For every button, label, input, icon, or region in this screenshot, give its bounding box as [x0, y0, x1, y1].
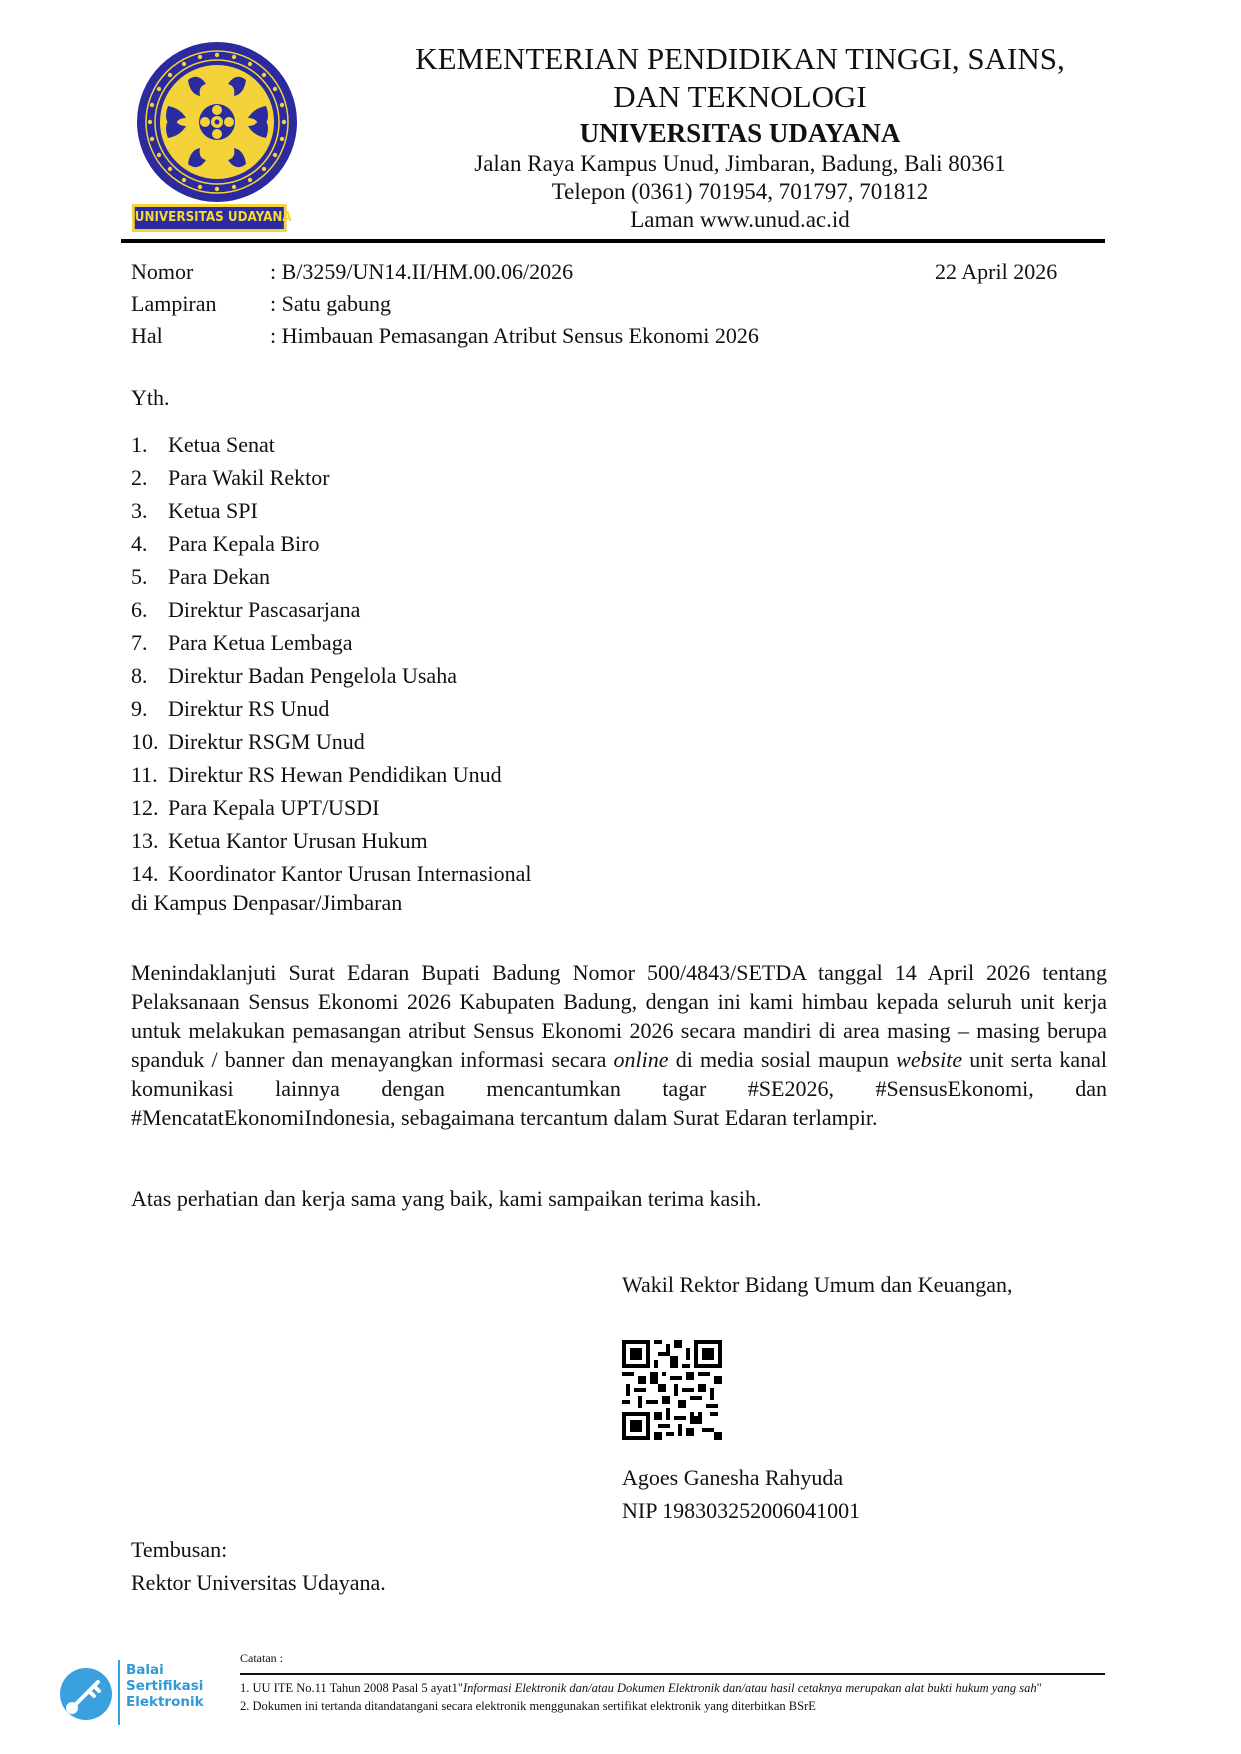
- qr-code-icon: [622, 1340, 722, 1440]
- university-website: Laman www.unud.ac.id: [630, 207, 850, 232]
- italic-online: online: [613, 1047, 669, 1072]
- ministry-name-line2: DAN TEKNOLOGI: [613, 79, 867, 114]
- hal-label: Hal: [131, 323, 163, 348]
- meta-nomor: [131, 256, 759, 288]
- lampiran-label: Lampiran: [131, 291, 217, 316]
- bsre-divider: [118, 1660, 120, 1725]
- letter-date: 22 April 2026: [935, 259, 1058, 284]
- meta-lampiran: [131, 288, 759, 320]
- signatory-nip: NIP 198303252006041001: [622, 1498, 861, 1523]
- lampiran-value: : Satu gabung: [270, 291, 391, 316]
- recipient-item: 10. Direktur RSGM Unud: [131, 729, 365, 754]
- logo-banner-text: UNIVERSITAS UDAYANA: [132, 204, 287, 232]
- recipient-item: 13. Ketua Kantor Urusan Hukum: [131, 828, 428, 853]
- carbon-copy-label: Tembusan:: [131, 1537, 228, 1562]
- closing-sentence: Atas perhatian dan kerja sama yang baik, kami sampaikan terima kasih.: [131, 1186, 762, 1211]
- salutation: Yth.: [131, 385, 170, 410]
- recipient-list: [131, 428, 532, 890]
- nomor-label: Nomor: [131, 259, 194, 284]
- note-2: 2. Dokumen ini tertanda ditandatangani secara elektronik menggunakan sertifikat elektronik yang diterbitkan BSrE: [240, 1699, 816, 1713]
- carbon-copy-recipient: Rektor Universitas Udayana.: [131, 1570, 386, 1595]
- udayana-emblem-icon: [128, 40, 306, 205]
- hal-value: : Himbauan Pemasangan Atribut Sensus Ekonomi 2026: [270, 323, 759, 348]
- university-phone: Telepon (0361) 701954, 701797, 701812: [551, 179, 929, 204]
- carbon-copy: [131, 1533, 386, 1599]
- italic-website: website: [896, 1047, 963, 1072]
- recipient-item: 8. Direktur Badan Pengelola Usaha: [131, 663, 457, 688]
- recipient-item: 6. Direktur Pascasarjana: [131, 597, 361, 622]
- signatory-title: Wakil Rektor Bidang Umum dan Keuangan,: [622, 1272, 1013, 1297]
- nomor-value: : B/3259/UN14.II/HM.00.06/2026: [270, 259, 574, 284]
- bsre-text: Balai Sertifikasi Elektronik: [126, 1662, 204, 1710]
- bsre-logo: [58, 1660, 218, 1732]
- meta-hal: [131, 320, 759, 352]
- recipient-item: 4. Para Kepala Biro: [131, 531, 320, 556]
- recipient-item: 9. Direktur RS Unud: [131, 696, 330, 721]
- recipient-item: 7. Para Ketua Lembaga: [131, 630, 353, 655]
- signatory-name: Agoes Ganesha Rahyuda: [622, 1465, 844, 1490]
- recipient-item: 5. Para Dekan: [131, 564, 271, 589]
- letter-body: Menindaklanjuti Surat Edaran Bupati Badung Nomor 500/4843/SETDA tanggal 14 April 2026 tentang Pelaksanaan Sensus Ekonomi 2026 Kabupaten Badung, dengan ini kami himbau kepada seluruh unit kerja untuk melakukan pemasangan atribut Sensus Ekonomi 2026 secara mandiri di area masing – masing berupa spanduk / banner dan menayangkan informasi secara online di media sosial maupun website unit serta kanal komunikasi lainnya dengan mencantumkan tagar #SE2026, #SensusEkonomi, dan #MencatatEkonomiIndonesia, sebagaimana tercantum dalam Surat Edaran terlampir.: [131, 960, 1107, 1130]
- letterhead-divider: [121, 239, 1105, 243]
- recipient-item: 14. Koordinator Kantor Urusan Internasional: [131, 861, 532, 886]
- recipient-item: 2. Para Wakil Rektor: [131, 465, 330, 490]
- recipient-location: di Kampus Denpasar/Jimbaran: [131, 890, 403, 915]
- university-name: UNIVERSITAS UDAYANA: [579, 118, 901, 148]
- recipient-item: 12. Para Kepala UPT/USDI: [131, 795, 380, 820]
- ministry-name-line1: KEMENTERIAN PENDIDIKAN TINGGI, SAINS,: [415, 41, 1065, 76]
- recipient-item: 3. Ketua SPI: [131, 498, 258, 523]
- letter-meta: [131, 256, 759, 352]
- notes-divider: [240, 1673, 1105, 1675]
- university-address: Jalan Raya Kampus Unud, Jimbaran, Badung, Bali 80361: [474, 151, 1006, 176]
- notes-label: Catatan :: [240, 1651, 283, 1665]
- bsre-key-icon: [58, 1666, 114, 1722]
- university-logo: [128, 40, 306, 240]
- note-1: 1. UU ITE No.11 Tahun 2008 Pasal 5 ayat1"Informasi Elektronik dan/atau Dokumen Elektronik dan/atau hasil cetaknya merupakan alat bukti hukum yang sah": [240, 1681, 1042, 1695]
- recipient-item: 1. Ketua Senat: [131, 432, 275, 457]
- recipient-item: 11. Direktur RS Hewan Pendidikan Unud: [131, 762, 502, 787]
- letterhead: [330, 40, 1150, 234]
